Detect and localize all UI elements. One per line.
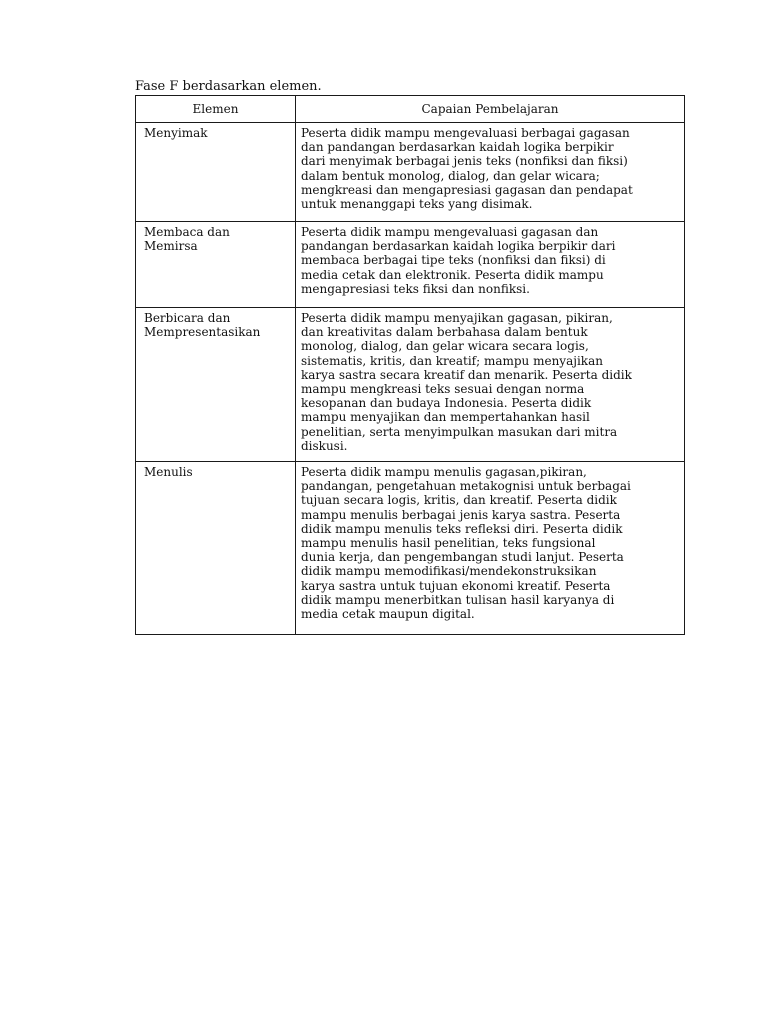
capaian-table <box>135 95 685 635</box>
capaian-cell <box>296 462 685 635</box>
capaian-line: mampu menulis hasil penelitian, teks fungsional <box>301 536 596 551</box>
capaian-line: didik mampu memodifikasi/mendekonstruksikan <box>301 564 597 579</box>
header-capaian: Capaian Pembelajaran <box>296 96 685 123</box>
capaian-line: mengapresiasi teks fiksi dan nonfiksi. <box>301 281 530 296</box>
capaian-line: Peserta didik mampu menyajikan gagasan, pikiran, <box>301 311 613 325</box>
capaian-line: Peserta didik mampu mengevaluasi gagasan dan <box>301 225 599 239</box>
table-header-row <box>136 96 685 123</box>
capaian-line: Peserta didik mampu menulis gagasan,pikiran, <box>301 465 587 479</box>
capaian-cell <box>296 308 685 462</box>
capaian-line: untuk menanggapi teks yang disimak. <box>301 197 533 212</box>
capaian-line: penelitian, serta menyimpulkan masukan dari mitra <box>301 424 618 439</box>
capaian-line: dan pandangan berdasarkan kaidah logika berpikir <box>301 140 614 155</box>
capaian-line: dunia kerja, dan pengembangan studi lanjut. Peserta <box>301 550 624 565</box>
table-row <box>136 308 685 462</box>
capaian-line: sistematis, kritis, dan kreatif; mampu menyajikan <box>301 353 603 368</box>
elemen-line: Berbicara dan <box>144 311 231 325</box>
capaian-line: pandangan berdasarkan kaidah logika berpikir dari <box>301 239 616 254</box>
capaian-cell <box>296 123 685 222</box>
elemen-cell <box>136 123 296 222</box>
capaian-line: monolog, dialog, dan gelar wicara secara logis, <box>301 339 589 354</box>
capaian-line: diskusi. <box>301 438 348 453</box>
elemen-line: Menulis <box>144 465 193 479</box>
elemen-cell <box>136 462 296 635</box>
table-row <box>136 462 685 635</box>
capaian-line: didik mampu menulis teks refleksi diri. Peserta didik <box>301 521 623 536</box>
capaian-line: membaca berbagai tipe teks (nonfiksi dan fiksi) di <box>301 253 606 268</box>
table-row <box>136 222 685 308</box>
capaian-line: didik mampu menerbitkan tulisan hasil karyanya di <box>301 592 615 607</box>
capaian-cell <box>296 222 685 308</box>
capaian-line: kesopanan dan budaya Indonesia. Peserta didik <box>301 396 592 411</box>
capaian-line: karya sastra secara kreatif dan menarik. Peserta didik <box>301 367 632 382</box>
capaian-line: media cetak maupun digital. <box>301 607 475 622</box>
table-row <box>136 123 685 222</box>
capaian-line: dari menyimak berbagai jenis teks (nonfiksi dan fiksi) <box>301 154 628 169</box>
capaian-line: dalam bentuk monolog, dialog, dan gelar wicara; <box>301 168 600 183</box>
capaian-line: mampu menyajikan dan mempertahankan hasil <box>301 410 590 425</box>
header-elemen: Elemen <box>136 96 296 123</box>
elemen-line: Mempresentasikan <box>144 325 261 340</box>
capaian-line: dan kreativitas dalam berbahasa dalam bentuk <box>301 325 588 340</box>
elemen-cell <box>136 222 296 308</box>
elemen-line: Membaca dan <box>144 225 230 239</box>
table-caption: Fase F berdasarkan elemen. <box>135 79 322 94</box>
capaian-line: karya sastra untuk tujuan ekonomi kreatif. Peserta <box>301 578 611 593</box>
capaian-line: mengkreasi dan mengapresiasi gagasan dan pendapat <box>301 182 633 197</box>
elemen-line: Memirsa <box>144 239 198 254</box>
elemen-line: Menyimak <box>144 126 208 140</box>
capaian-line: media cetak dan elektronik. Peserta didik mampu <box>301 267 604 282</box>
capaian-line: tujuan secara logis, kritis, dan kreatif. Peserta didik <box>301 493 617 508</box>
capaian-line: mampu mengkreasi teks sesuai dengan norma <box>301 382 585 397</box>
capaian-line: Peserta didik mampu mengevaluasi berbagai gagasan <box>301 126 630 140</box>
elemen-cell <box>136 308 296 462</box>
capaian-line: mampu menulis berbagai jenis karya sastra. Peserta <box>301 507 621 522</box>
capaian-line: pandangan, pengetahuan metakognisi untuk berbagai <box>301 479 631 494</box>
